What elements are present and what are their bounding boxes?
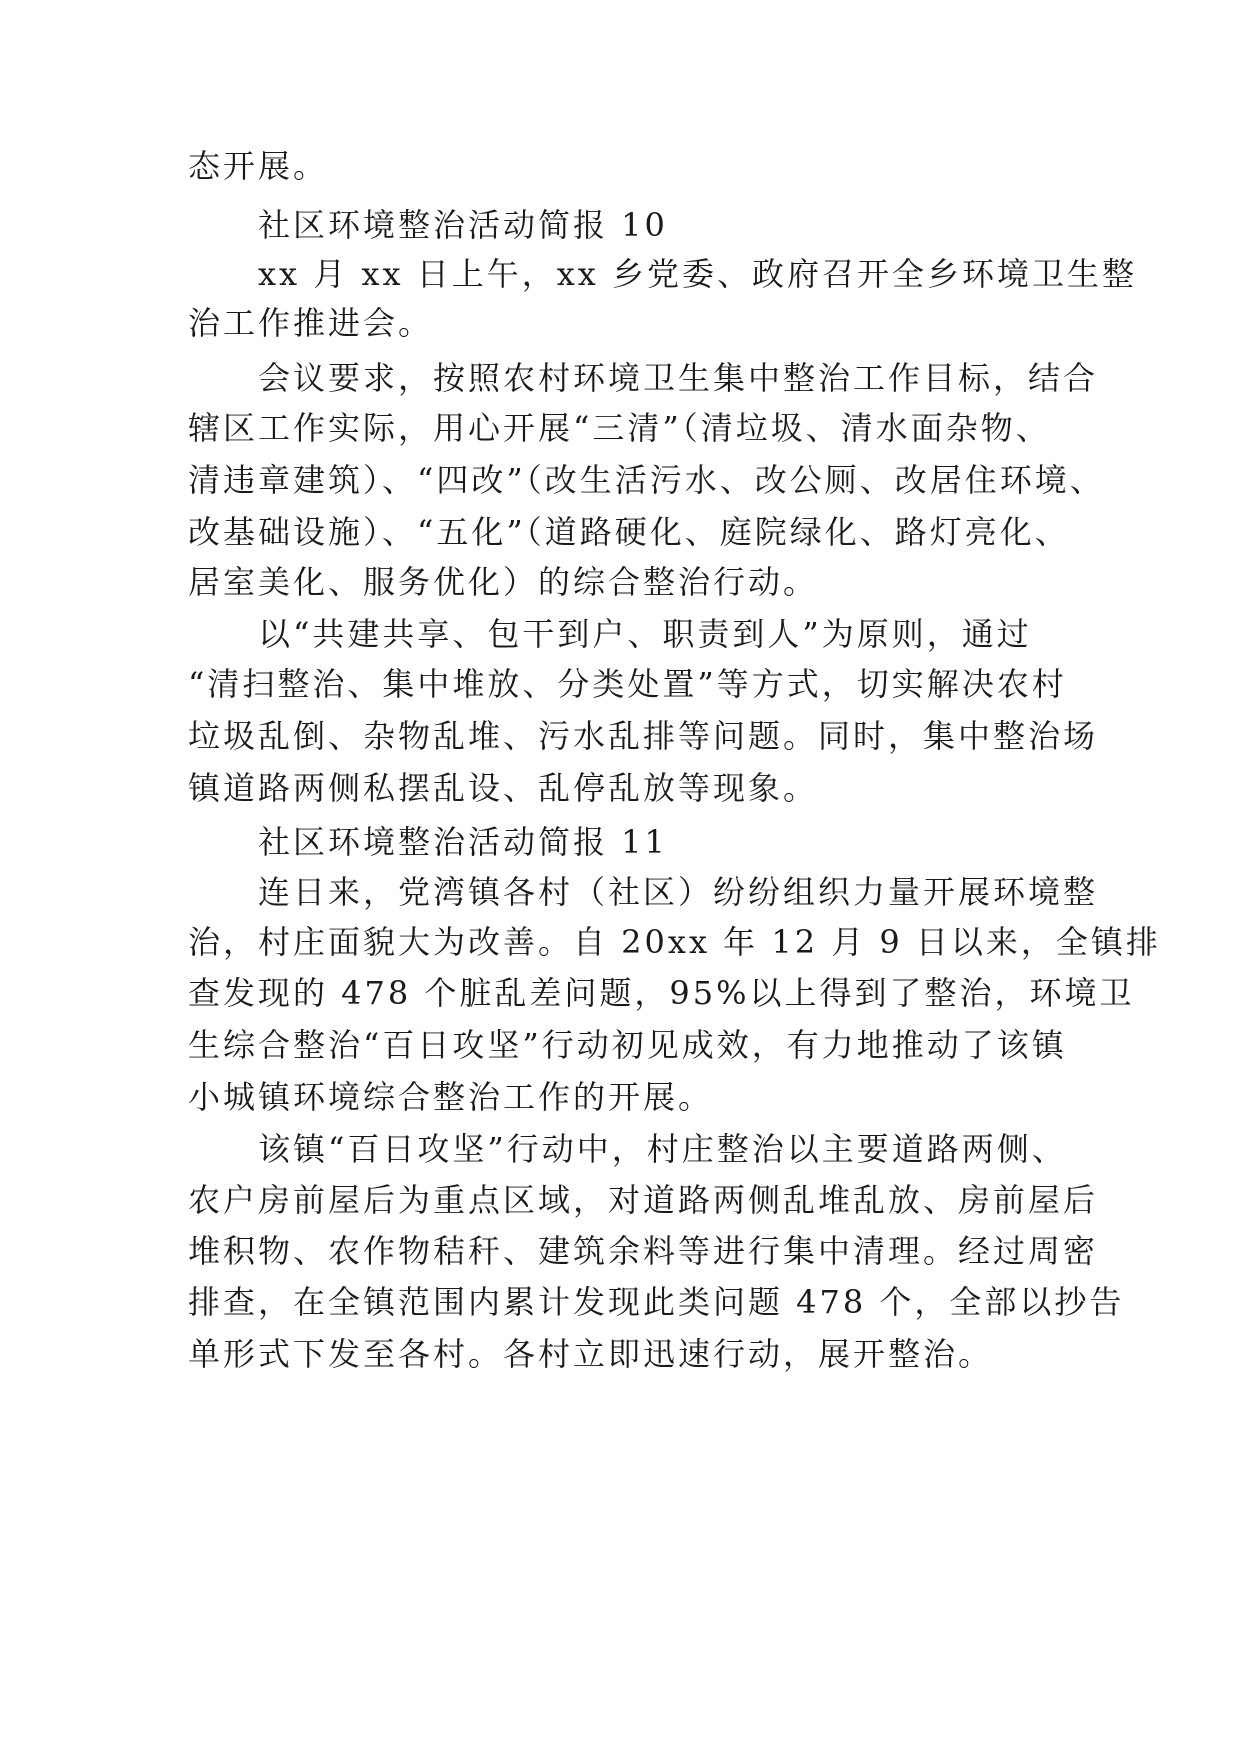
text-line: xx 月 xx 日上午，xx 乡党委、政府召开全乡环境卫生整	[258, 255, 1137, 293]
section-heading: 社区环境整治活动简报 10	[258, 206, 668, 244]
text-line: 小城镇环境综合整治工作的开展。	[188, 1078, 714, 1116]
text-line: 农户房前屋后为重点区域，对道路两侧乱堆乱放、房前屋后	[188, 1181, 1099, 1219]
text-line: 该镇“百日攻坚”行动中，村庄整治以主要道路两侧、	[258, 1130, 1067, 1168]
text-line: 镇道路两侧私摆乱设、乱停乱放等现象。	[188, 769, 819, 807]
text-line: 会议要求，按照农村环境卫生集中整治工作目标，结合	[258, 359, 1099, 397]
text-line: 单形式下发至各村。各村立即迅速行动，展开整治。	[188, 1335, 994, 1373]
text-line: 态开展。	[188, 147, 329, 185]
text-line: “清扫整治、集中堆放、分类处置”等方式，切实解决农村	[188, 665, 1067, 703]
text-line: 治，村庄面貌大为改善。自 20xx 年 12 月 9 日以来，全镇排	[188, 923, 1161, 961]
text-line: 堆积物、农作物秸秆、建筑余料等进行集中清理。经过周密	[188, 1232, 1099, 1270]
text-line: 辖区工作实际，用心开展“三清”（清垃圾、清水面杂物、	[188, 409, 1051, 447]
text-line: 以“共建共享、包干到户、职责到人”为原则，通过	[258, 615, 1032, 653]
text-line: 生综合整治“百日攻坚”行动初见成效，有力地推动了该镇	[188, 1026, 1067, 1064]
text-line: 查发现的 478 个脏乱差问题，95%以上得到了整治，环境卫	[188, 974, 1135, 1012]
section-heading: 社区环境整治活动简报 11	[258, 823, 668, 861]
text-line: 改基础设施）、“五化”（道路硬化、庭院绿化、路灯亮化、	[188, 513, 1070, 551]
text-line: 清违章建筑）、“四改”（改生活污水、改公厕、改居住环境、	[188, 461, 1105, 499]
text-line: 治工作推进会。	[188, 304, 434, 342]
text-line: 居室美化、服务优化）的综合整治行动。	[188, 563, 819, 601]
text-line: 排查，在全镇范围内累计发现此类问题 478 个，全部以抄告	[188, 1283, 1125, 1321]
text-line: 垃圾乱倒、杂物乱堆、污水乱排等问题。同时，集中整治场	[188, 717, 1099, 755]
text-line: 连日来，党湾镇各村（社区）纷纷组织力量开展环境整	[258, 873, 1099, 911]
